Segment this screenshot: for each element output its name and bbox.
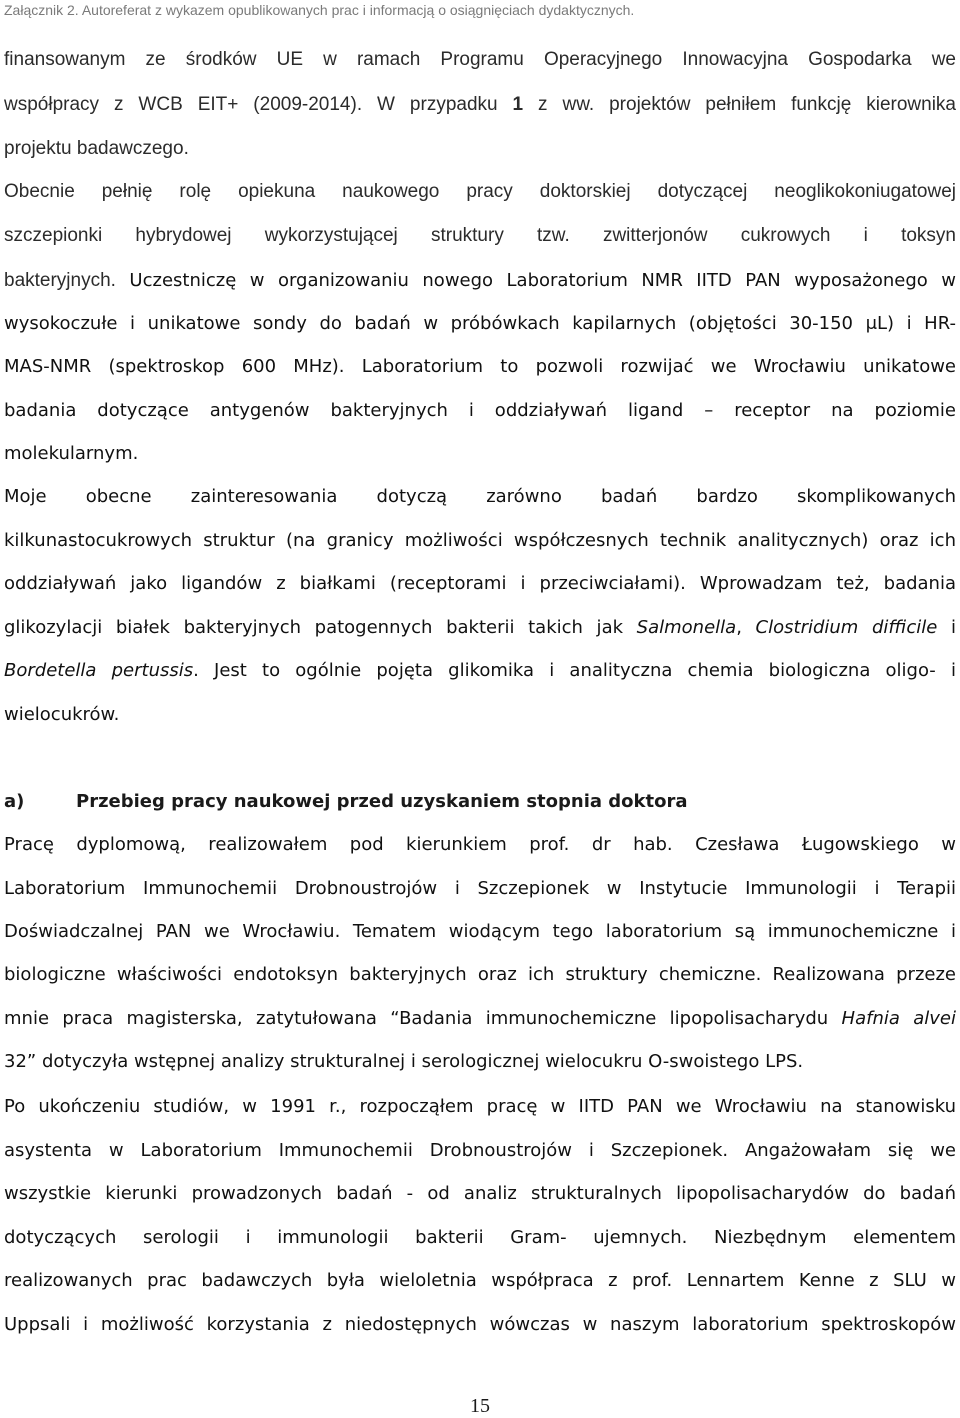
paragraph-3-line-6: wielocukrów. [4,704,120,725]
text-span: mnie praca magisterska, zatytułowana “Badania immunochemiczne lipopolisacharydu [4,1008,842,1029]
paragraph-2-line-3 [4,268,956,293]
paragraph-4-line-5 [4,1007,956,1031]
text-span: z ww. projektów pełniłem funkcję kierownika [523,94,956,115]
paragraph-2-line-5: MAS-NMR (spektroskop 600 MHz). Laboratorium to pozwoli rozwijać we Wrocławiu unikatowe [4,356,956,377]
text-span: bakteryjnych. [4,270,116,291]
paragraph-4-line-3: Doświadczalnej PAN we Wrocławiu. Tematem wiodącym tego laboratorium są immunochemiczne i [4,921,956,942]
text-span: Uczestniczę w organizowaniu nowego Laboratorium NMR IITD PAN wyposażonego w [115,270,956,291]
section-marker: a) [4,791,25,812]
paragraph-1-line-3: projektu badawczego. [4,138,189,159]
page-number: 15 [470,1395,490,1417]
italic-species: Clostridium difficile [755,617,938,638]
paragraph-2-line-6: badania dotyczące antygenów bakteryjnych i oddziaływań ligand – receptor na poziomie [4,400,956,421]
text-span: glikozylacji białek bakteryjnych patogennych bakterii takich jak [4,617,637,638]
paragraph-1-line-1: finansowanym ze środków UE w ramach Programu Operacyjnego Innowacyjna Gospodarka we [4,49,956,70]
paragraph-2-line-2: szczepionki hybrydowej wykorzystującej struktury tzw. zwitterjonów cukrowych i toksyn [4,225,956,246]
bold-number: 1 [512,94,524,115]
paragraph-5-line-5: realizowanych prac badawczych była wieloletnia współpraca z prof. Lennartem Kenne z SLU w [4,1270,956,1291]
paragraph-5-line-1: Po ukończeniu studiów, w 1991 r., rozpocząłem pracę w IITD PAN we Wrocławiu na stanowisku [4,1096,956,1117]
paragraph-4-line-2: Laboratorium Immunochemii Drobnoustrojów i Szczepionek w Instytucie Immunologii i Terapii [4,878,956,899]
paragraph-3-line-5 [4,659,956,683]
paragraph-5-line-6: Uppsali i możliwość korzystania z niedostępnych wówczas w naszym laboratorium spektroskopów [4,1314,956,1335]
text-span: i [937,617,956,638]
paragraph-4-line-4: biologiczne właściwości endotoksyn bakteryjnych oraz ich struktury chemiczne. Realizowana przeze [4,964,956,985]
header-note: Załącznik 2. Autoreferat z wykazem opublikowanych prac i informacją o osiągnięciach dydaktycznych. [4,2,635,18]
italic-species: Salmonella [636,617,737,638]
paragraph-2-line-4: wysokoczułe i unikatowe sondy do badań w próbówkach kapilarnych (objętości 30-150 μL) i HR- [4,313,956,334]
paragraph-3-line-4 [4,616,956,640]
text-span: , [736,617,756,638]
section-title: Przebieg pracy naukowej przed uzyskaniem stopnia doktora [76,791,688,812]
paragraph-4-line-1: Pracę dyplomową, realizowałem pod kierunkiem prof. dr hab. Czesława Ługowskiego w [4,834,956,855]
text-span: współpracy z WCB EIT+ (2009-2014). W przypadku [4,94,513,115]
paragraph-5-line-3: wszystkie kierunki prowadzonych badań - od analiz strukturalnych lipopolisacharydów do badań [4,1183,956,1204]
paragraph-3-line-3: oddziaływań jako ligandów z białkami (receptorami i przeciwciałami). Wprowadzam też, badania [4,573,956,594]
paragraph-1-line-2 [4,93,956,117]
paragraph-5-line-4: dotyczących serologii i immunologii bakterii Gram- ujemnych. Niezbędnym elementem [4,1227,956,1248]
paragraph-4-line-6: 32” dotyczyła wstępnej analizy strukturalnej i serologicznej wielocukru O-swoistego LPS. [4,1051,804,1072]
paragraph-5-line-2: asystenta w Laboratorium Immunochemii Drobnoustrojów i Szczepionek. Angażowałam się we [4,1140,956,1161]
paragraph-3-line-2: kilkunastocukrowych struktur (na granicy możliwości współczesnych technik analitycznych) oraz ich [4,530,956,551]
italic-species: Hafnia alvei [841,1008,956,1029]
italic-species: Bordetella pertussis [4,660,194,681]
paragraph-3-line-1: Moje obecne zainteresowania dotyczą zarówno badań bardzo skomplikowanych [4,486,956,507]
text-span: . Jest to ogólnie pojęta glikomika i analityczna chemia biologiczna oligo- i [193,660,956,681]
paragraph-2-line-1: Obecnie pełnię rolę opiekuna naukowego pracy doktorskiej dotyczącej neoglikokoniugatowej [4,181,956,202]
section-heading [4,790,956,814]
paragraph-2-line-7: molekularnym. [4,443,139,464]
